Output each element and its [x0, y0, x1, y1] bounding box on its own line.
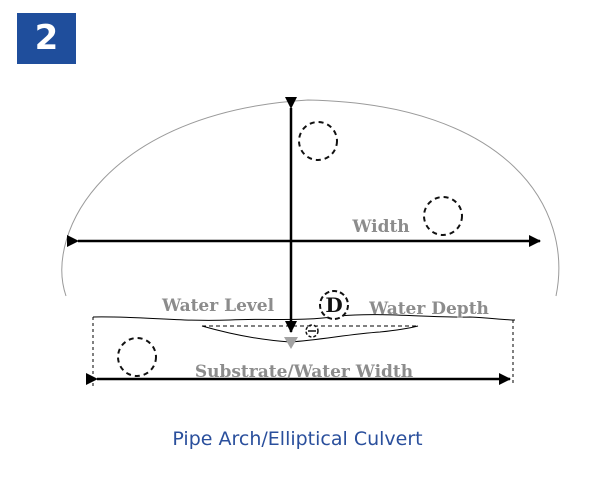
water-level-triangle — [284, 337, 298, 349]
water-level-label: Water Level — [161, 296, 275, 316]
dashed-circle-right — [424, 197, 462, 235]
substrate-width-label: Substrate/Water Width — [194, 362, 414, 382]
figure-number-badge: 2 — [17, 13, 76, 64]
depth-marker-label: D — [325, 293, 343, 317]
figure-caption: Pipe Arch/Elliptical Culvert — [172, 428, 423, 450]
water-depth-label: Water Depth — [369, 299, 489, 319]
culvert-outline — [62, 100, 559, 296]
dashed-circle-bottom-left — [118, 338, 156, 376]
streambed-profile — [202, 326, 418, 342]
width-label: Width — [352, 217, 410, 237]
dashed-circle-top — [299, 122, 337, 160]
